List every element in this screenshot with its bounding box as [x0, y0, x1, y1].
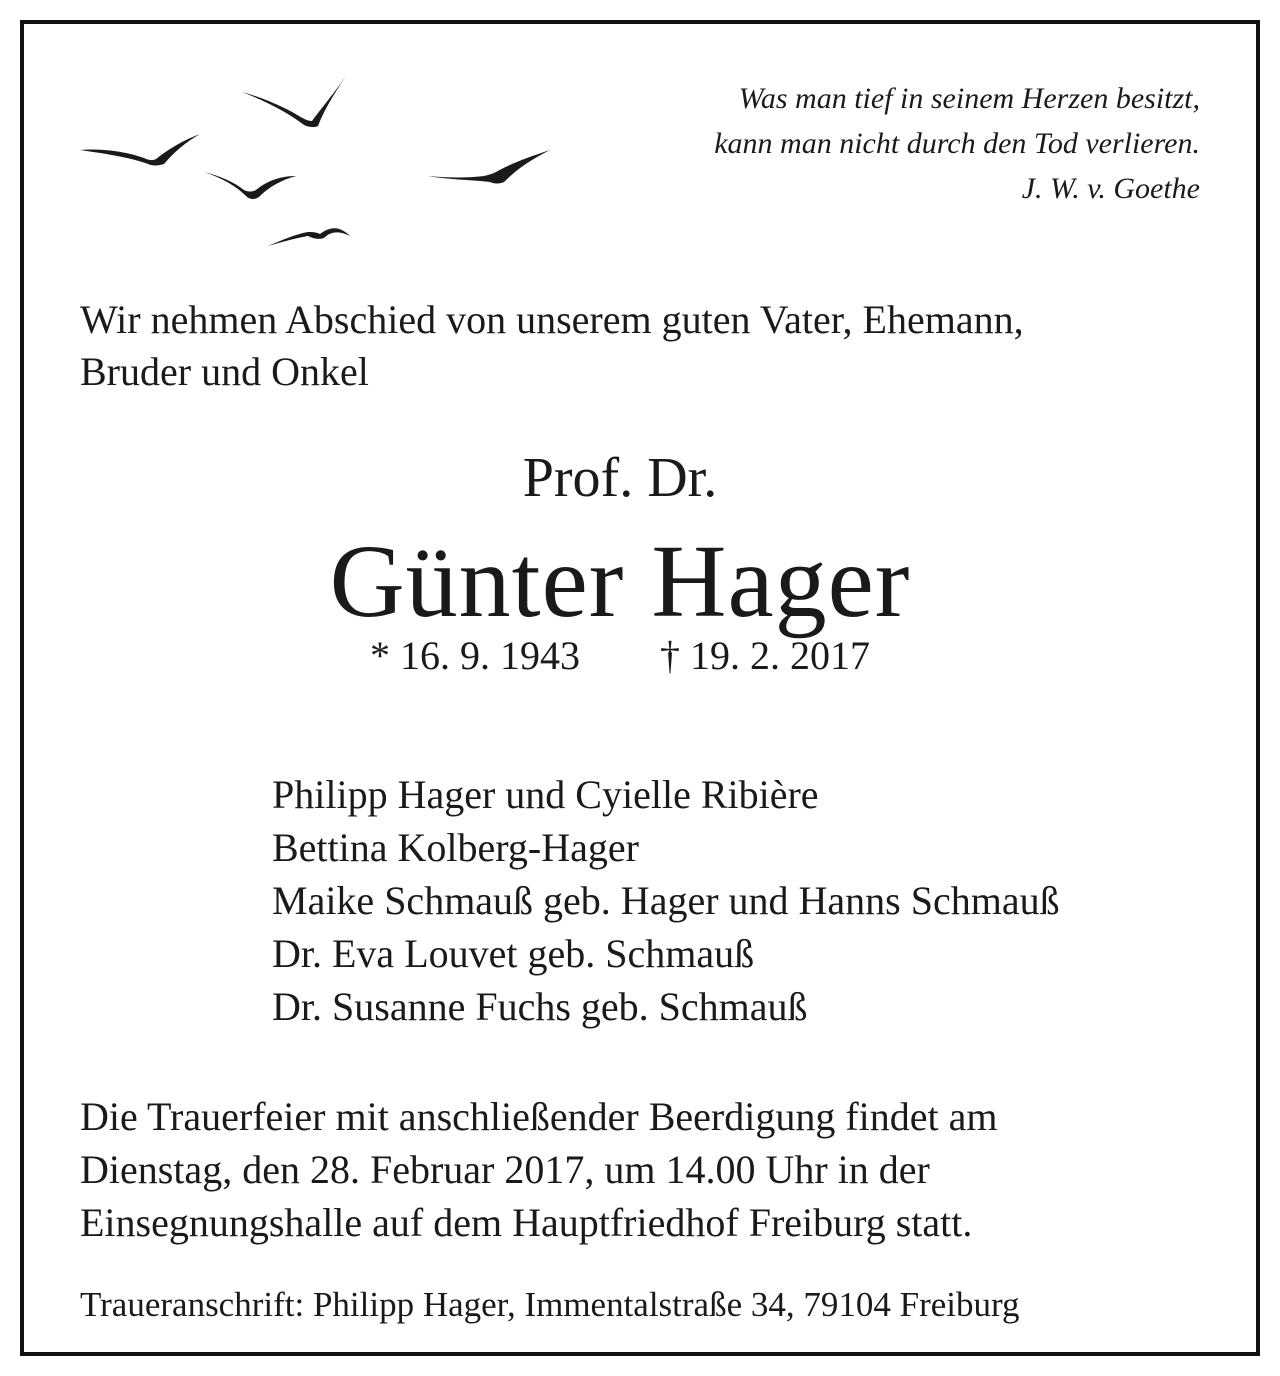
birth-date: * 16. 9. 1943 — [370, 633, 580, 678]
family-member: Maike Schmauß geb. Hager und Hanns Schmauß — [272, 878, 1060, 923]
family-member: Philipp Hager und Cyielle Ribière — [272, 772, 819, 817]
deceased-name: Günter Hager — [329, 524, 911, 639]
bird-icon — [268, 228, 350, 246]
farewell-intro — [80, 294, 1220, 398]
ceremony-line: Die Trauerfeier mit anschließender Beerdigung findet am — [80, 1094, 998, 1139]
ceremony-details — [80, 1090, 1230, 1249]
intro-line: Bruder und Onkel — [80, 349, 369, 394]
ceremony-line: Einsegnungshalle auf dem Hauptfriedhof Freiburg statt. — [80, 1200, 973, 1245]
family-member: Bettina Kolberg-Hager — [272, 825, 639, 870]
obituary-notice — [20, 20, 1260, 1356]
bird-icon — [242, 76, 346, 127]
family-member: Dr. Susanne Fuchs geb. Schmauß — [272, 984, 808, 1029]
bird-icon — [204, 172, 296, 199]
bird-icon — [80, 134, 200, 166]
life-dates — [24, 630, 1256, 682]
quote-author: J. W. v. Goethe — [1021, 172, 1200, 205]
academic-title: Prof. Dr. — [522, 447, 718, 509]
family-member: Dr. Eva Louvet geb. Schmauß — [272, 931, 755, 976]
quote-line: kann man nicht durch den Tod verlieren. — [714, 127, 1200, 160]
mourning-address: Traueranschrift: Philipp Hager, Immentalstraße 34, 79104 Freiburg — [80, 1285, 1020, 1324]
bird-icon — [428, 150, 550, 184]
intro-line: Wir nehmen Abschied von unserem guten Vater, Ehemann, — [80, 297, 1024, 342]
goethe-quote — [714, 76, 1200, 211]
ceremony-line: Dienstag, den 28. Februar 2017, um 14.00 Uhr in der — [80, 1147, 930, 1192]
flying-birds-icon — [24, 24, 624, 284]
family-list — [272, 768, 1060, 1033]
death-date: † 19. 2. 2017 — [660, 633, 870, 678]
quote-line: Was man tief in seinem Herzen besitzt, — [738, 82, 1200, 115]
